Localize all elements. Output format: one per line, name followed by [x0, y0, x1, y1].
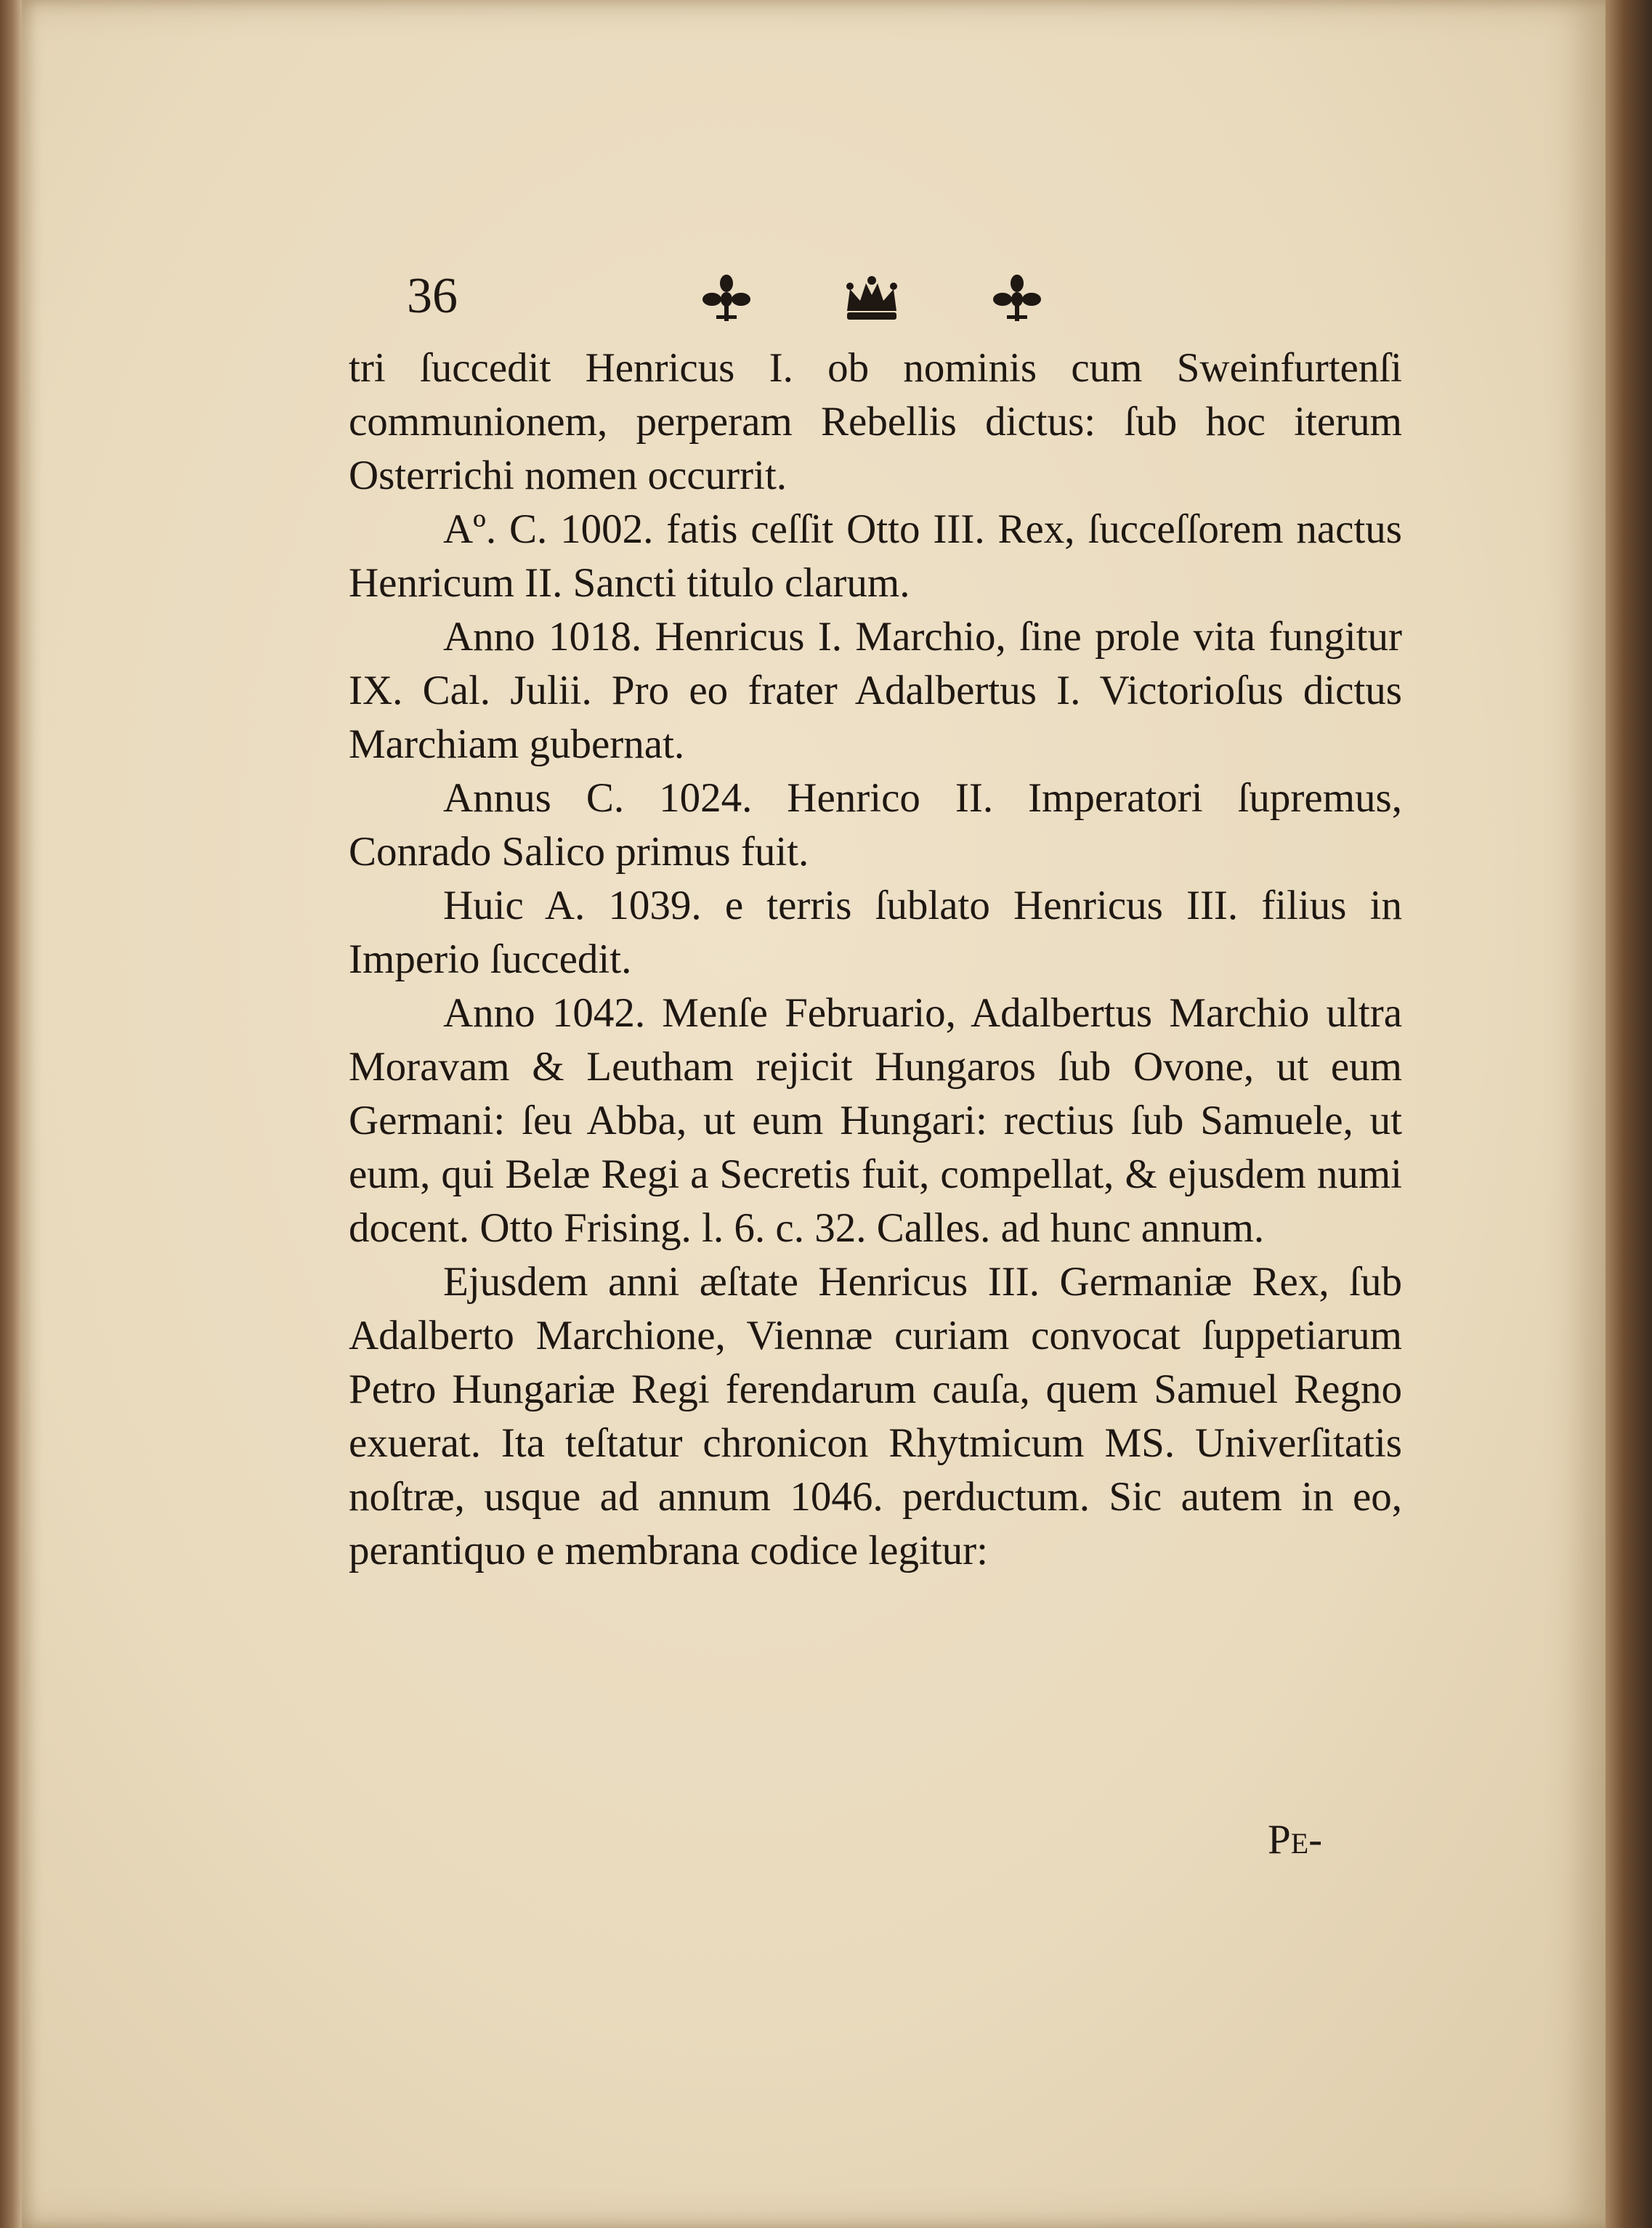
page-header [407, 267, 1388, 333]
crown-icon [843, 273, 901, 324]
book-binding-left [0, 0, 22, 2228]
paragraph: Anno 1018. Henricus I. Marchio, ſine prole vita fungitur IX. Cal. Julii. Pro eo frater Adalbertus I. Victorioſus dictus Marchiam gubernat. [349, 614, 1402, 767]
catchword: Pe- [1268, 1817, 1323, 1863]
book-binding-right [1606, 0, 1652, 2228]
paragraph: Anno 1042. Menſe Februario, Adalbertus Marchio ultra Moravam & Leutham rejicit Hungaros ſub Ovone, ut eum Germani: ſeu Abba, ut eum Hungari: rectius ſub Samuele, ut eum, qui Belæ Regi a Secretis fuit, compellat, & ejusdem numi docent. Otto Frising. l. 6. c. 32. Calles. ad hunc annum. [349, 990, 1402, 1251]
paragraph: tri ſuccedit Henricus I. ob nominis cum Sweinfurtenſi communionem, perperam Rebellis dictus: ſub hoc iterum Osterrichi nomen occurrit. [349, 345, 1402, 498]
body-text [349, 341, 1402, 1578]
page-number: 36 [407, 268, 458, 324]
fleuron-icon [697, 273, 756, 324]
fleuron-icon [988, 273, 1046, 324]
paragraph: Annus C. 1024. Henrico II. Imperatori ſupremus, Conrado Salico primus fuit. [349, 775, 1402, 875]
paragraph: Aº. C. 1002. fatis ceſſit Otto III. Rex, ſucceſſorem nactus Henricum II. Sancti titulo clarum. [349, 506, 1402, 606]
paragraph: Ejusdem anni æſtate Henricus III. Germaniæ Rex, ſub Adalberto Marchione, Viennæ curiam convocat ſuppetiarum Petro Hungariæ Regi ferendarum cauſa, quem Samuel Regno exuerat. Ita teſtatur chronicon Rhytmicum MS. Univerſitatis noſtræ, usque ad annum 1046. perductum. Sic autem in eo, perantiquo e membrana codice legitur: [349, 1259, 1402, 1573]
paragraph: Huic A. 1039. e terris ſublato Henricus III. filius in Imperio ſuccedit. [349, 883, 1402, 982]
